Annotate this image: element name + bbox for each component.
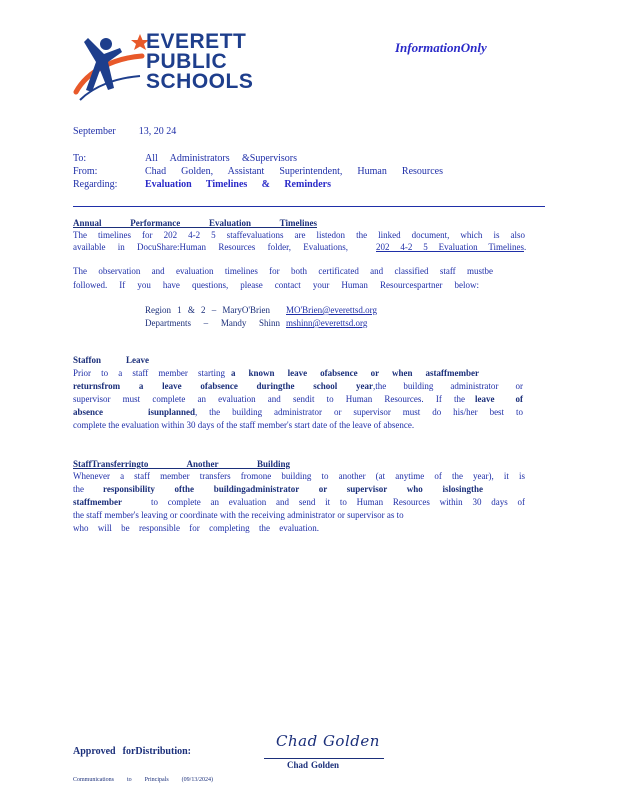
timelines-period: . xyxy=(524,242,527,252)
leave-line-2-a: returnsfrom a leave ofabsence duringthe school year xyxy=(73,381,373,391)
timelines-paragraph-line-1: The timelines for 202 4-2 5 staffevaluations are listedon the linked document, which is also xyxy=(73,230,525,240)
date-month: September xyxy=(73,126,116,137)
to-label: To: xyxy=(73,153,87,164)
memo-date xyxy=(73,126,176,138)
timelines-location-text: available in DocuShare:Human Resources folder, Evaluations, xyxy=(73,242,348,252)
section-timelines-heading: Annual Performance Evaluation Timelines xyxy=(73,218,317,228)
leave-line-4-a: absence isunplanned xyxy=(73,407,195,417)
transfer-line-3-b: to complete an evaluation and send it to Human Resources within 30 days of xyxy=(151,497,525,507)
leave-line-4 xyxy=(73,407,525,418)
leave-line-2 xyxy=(73,381,525,392)
contact-region-email-link[interactable]: MO'Brien@everettsd.org xyxy=(286,305,377,315)
leave-line-1 xyxy=(73,368,525,379)
approved-for-distribution-label: Approved forDistribution: xyxy=(73,746,191,757)
regarding-value: Evaluation Timelines & Reminders xyxy=(145,179,331,190)
transfer-line-3-a: staffmember xyxy=(73,497,122,507)
leave-line-3 xyxy=(73,394,525,405)
transfer-line-2-b: responsibility ofthe buildingadministrator or supervisor who islosingthe xyxy=(103,484,483,494)
logo-line-3: SCHOOLS xyxy=(146,70,254,93)
transfer-line-5: who will be responsible for completing the evaluation. xyxy=(73,523,319,533)
leave-line-4-b: , the building administrator or supervisor must do his/her best to xyxy=(195,407,523,417)
transfer-line-3 xyxy=(73,497,525,508)
leave-line-2-b: ,the building administrator or xyxy=(373,381,523,391)
date-day-year: 13, 20 24 xyxy=(138,126,177,137)
distribution-note: Communications to Principals (09/13/2024) xyxy=(73,777,213,783)
section-leave-heading: Staffon Leave xyxy=(73,355,149,365)
information-only-label: InformationOnly xyxy=(395,40,487,55)
observation-paragraph-line-1: The observation and evaluation timelines for both certificated and classified staff mustbe xyxy=(73,266,493,276)
contact-region-label: Region 1 & 2 – MaryO'Brien xyxy=(145,305,270,315)
evaluation-timelines-link[interactable]: 202 4-2 5 Evaluation Timelines xyxy=(376,242,524,252)
transfer-line-4: the staff member's leaving or coordinate with the receiving administrator or supervisor as to xyxy=(73,510,404,520)
leave-line-1-a: Prior to a staff member starting xyxy=(73,368,225,378)
transfer-line-2 xyxy=(73,484,525,495)
contact-departments-label: Departments – Mandy Shinn xyxy=(145,318,280,328)
signer-name: Chad Golden xyxy=(287,760,339,770)
signature: Chad Golden xyxy=(276,732,380,750)
transfer-line-1: Whenever a staff member transfers fromone building to another (at anytime of the year), it is xyxy=(73,471,525,481)
leave-line-3-a: supervisor must complete an evaluation and sendit to Human Resources. If the xyxy=(73,394,465,404)
signature-line xyxy=(264,758,384,759)
observation-paragraph-line-2: followed. If you have questions, please contact your Human Resourcespartner below: xyxy=(73,280,479,290)
header-divider xyxy=(73,206,545,207)
to-value: All Administrators &Supervisors xyxy=(145,153,297,164)
from-label: From: xyxy=(73,166,98,177)
logo-line-1: EVERETT xyxy=(146,30,247,53)
section-transfer-heading: StaffTransferringto Another Building xyxy=(73,459,290,469)
contact-row-departments xyxy=(145,318,400,329)
leave-line-5: complete the evaluation within 30 days of the staff member's start date of the leave of absence. xyxy=(73,420,415,430)
timelines-paragraph-line-2 xyxy=(73,242,535,253)
contact-row-region xyxy=(145,305,378,316)
contact-departments-email-link[interactable]: mshinn@everettsd.org xyxy=(286,318,368,328)
logo-line-2: PUBLIC xyxy=(146,50,228,73)
leave-line-3-b: leave of xyxy=(475,394,523,404)
regarding-label: Regarding: xyxy=(73,179,118,190)
from-value: Chad Golden, Assistant Superintendent, Human Resources xyxy=(145,166,443,177)
transfer-line-2-a: the xyxy=(73,484,84,494)
leave-line-1-b: a known leave ofabsence or when astaffmember xyxy=(231,368,479,378)
logo-wordmark xyxy=(146,32,253,92)
